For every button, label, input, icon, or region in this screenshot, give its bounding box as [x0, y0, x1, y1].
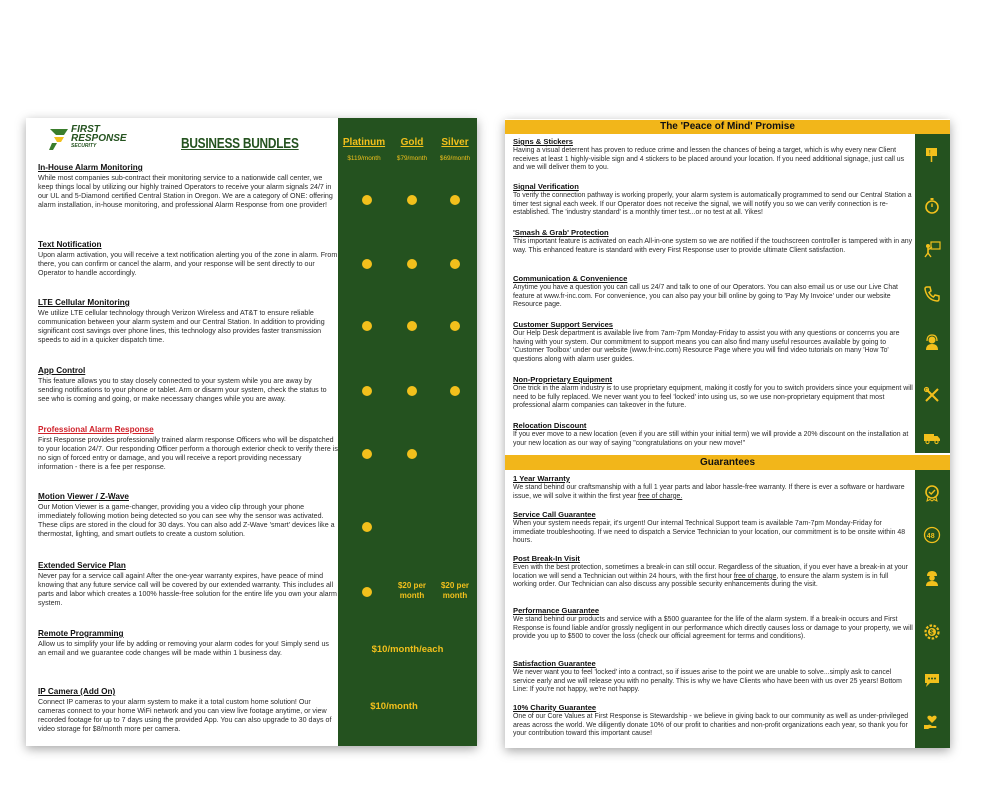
included-dot [450, 386, 460, 396]
feature-text: Allow us to simplify your life by adding or removing your alarm codes for you! Simply send us an email and we guarantee code changes will be made within 1 business day. [38, 640, 329, 658]
guarantee-1-year-warranty [513, 474, 913, 501]
guarantee-title: 1 Year Warranty [513, 474, 570, 483]
feature-alarm-response [38, 425, 338, 472]
guarantee-service-call [513, 510, 913, 546]
guarantee-text: Even with the best protection, sometimes a break-in can still occur. Regardless of the situation, if you ever have a break-in at your location we will send a Technician out within 24 hours, with the first hour free of charge, to ensure the alarm system is in full working order. Our Technician can also discuss any possible security enhancements during the visit. [513, 564, 908, 589]
feature-lte-cellular [38, 298, 338, 345]
promise-smash-grab [513, 228, 913, 255]
free-of-charge-link: free of charge [733, 572, 777, 580]
promise-text: Anytime you have a question you can call us 24/7 and talk to one of our Operators. You can also email us or use our Live Chat feature at www.fr-inc.com. For convenience, you can also pay your bill online by going to 'Pay My Invoice' under our website Resource page. [513, 284, 898, 309]
sign-icon [923, 145, 941, 163]
tier-platinum-name: Platinum [342, 137, 386, 148]
feature-text: Our Motion Viewer is a game-changer, providing you a video clip through your phone immediately following motion being detected so you can see why the sensor was activated. These clips are stored in the cloud for 30 days. You can also add Z-Wave 'smart' devices like a thermostat, lighting, and smart outlets to create a custom solution. [38, 503, 335, 539]
feature-text: Connect IP cameras to your alarm system to make it a total custom home solution! Our cameras connect to your home WiFi network and you can view live footage anytime, or view recorded footage for up to 7 days using the provided App. You can also upgrade to 30 days of video storage for $8/month more per camera. [38, 698, 332, 734]
feature-extended-service [38, 561, 338, 608]
free-of-charge-link: free of charge. [637, 492, 683, 500]
feature-title: Motion Viewer / Z-Wave [38, 492, 129, 501]
support-agent-icon [923, 333, 941, 351]
feature-remote-programming [38, 629, 338, 658]
guarantee-title: Post Break-In Visit [513, 554, 580, 563]
guarantee-text: We stand behind our products and service with a $500 guarantee for the life of the alarm system. If a break-in occurs and First Response is found liable and/or grossly negligent in our performance which directly causes loss or damage to your property, we will provide you up to $500 to cover the loss (check our official agreement for terms and conditions). [513, 616, 913, 641]
guarantee-text: When your system needs repair, it's urgent! Our internal Technical Support team is available 7am-7pm Monday-Friday for immediate troubleshooting. If we need to dispatch a Service Technician to your location, our commitment is to be onsite within 48 hours. [513, 520, 906, 545]
feature-text-notification [38, 240, 338, 278]
truck-icon [923, 428, 941, 446]
feature-text: Upon alarm activation, you will receive a text notification alerting you of the zone in alarm. From there, you can confirm or cancel the alarm, and your response will be sent directly to our Operator to handle accordingly. [38, 251, 338, 278]
logo-line1: FIRST [71, 124, 100, 135]
business-bundles-page [26, 118, 477, 746]
feature-title: In-House Alarm Monitoring [38, 163, 143, 172]
48-hour-icon [923, 526, 941, 544]
promise-text: If you ever move to a new location (even if you are still within your initial term) we will provide a 20% discount on the installation at your new location as our way of saying "congratulations on your new move!" [513, 431, 909, 447]
guarantee-title: Service Call Guarantee [513, 510, 596, 519]
included-dot [407, 321, 417, 331]
technician-icon [923, 569, 941, 587]
included-dot [362, 321, 372, 331]
included-dot [407, 195, 417, 205]
included-dot [450, 321, 460, 331]
promise-text: This important feature is activated on each All-in-one system so we are notified if the touchscreen controller is tampered with in any way. This enhanced feature is standard with every First Response user to provide ultimate Client satisfaction. [513, 238, 913, 254]
feature-ip-camera [38, 687, 338, 734]
promise-signal-verification [513, 182, 913, 218]
promise-title: Communication & Convenience [513, 274, 628, 283]
guarantees-band: Guarantees [505, 455, 950, 470]
feature-text: We utilize LTE cellular technology through Verizon Wireless and AT&T to ensure reliable communication between your alarm system and our Central Station. In addition to providing significant cost savings over phone lines, this technology also provides faster transmission speeds to aid in a quicker dispatch time. [38, 309, 325, 345]
promise-communication [513, 274, 913, 310]
guarantee-satisfaction [513, 659, 913, 695]
included-dot [362, 386, 372, 396]
chat-bubble-icon [923, 671, 941, 689]
promise-text: Having a visual deterrent has proven to reduce crime and lessen the chances of being a target, which is why every new Client receives at least 1 highly-visible sign and 4 stickers to be placed around your location. If you need additional signage, just call us and we will deliver them to you. [513, 147, 905, 172]
feature-title: LTE Cellular Monitoring [38, 298, 130, 307]
included-dot [362, 522, 372, 532]
logo-line2: RESPONSE [71, 133, 127, 144]
promise-signs-stickers [513, 137, 913, 173]
esp-silver-price: $20 per month [440, 581, 470, 600]
feature-title: Professional Alarm Response [38, 425, 154, 434]
guarantee-title: Performance Guarantee [513, 606, 600, 615]
remote-programming-price: $10/month/each [371, 644, 444, 655]
tamper-icon [923, 240, 941, 258]
money-gear-icon [923, 623, 941, 641]
included-dot [407, 449, 417, 459]
promise-title: 'Smash & Grab' Protection [513, 228, 609, 237]
included-dot [362, 449, 372, 459]
ip-camera-price: $10/month [370, 701, 418, 712]
feature-title: App Control [38, 366, 86, 375]
guarantee-charity [513, 703, 913, 739]
included-dot [450, 195, 460, 205]
promise-title: Signs & Stickers [513, 137, 573, 146]
feature-app-control [38, 366, 338, 404]
feature-title: Remote Programming [38, 629, 124, 638]
promise-guarantees-page [505, 119, 950, 748]
included-dot [407, 386, 417, 396]
promise-title: Non-Proprietary Equipment [513, 375, 613, 384]
svg-text:48: 48 [926, 532, 935, 540]
guarantee-title: Satisfaction Guarantee [513, 659, 596, 668]
feature-text: First Response provides professionally trained alarm response Officers who will be dispatched to your location 24/7. Our responding Officer perform a thorough exterior check to verify there is no sign of forced entry or damage, and you will receive a report providing necessary information - there is a fee per response. [38, 436, 338, 472]
included-dot [362, 195, 372, 205]
included-dot [407, 259, 417, 269]
guarantee-post-break-in [513, 554, 913, 590]
feature-title: IP Camera (Add On) [38, 687, 116, 696]
tier-silver-name: Silver [441, 137, 469, 148]
logo-mark-icon [46, 127, 70, 151]
award-badge-icon [923, 484, 941, 502]
peace-of-mind-band: The 'Peace of Mind' Promise [505, 120, 950, 134]
svg-text:!: ! [929, 150, 931, 157]
guarantee-text: We stand behind our craftsmanship with a full 1 year parts and labor hassle-free warranty. If there is ever a software or hardware issue, we will solve it within the first year free of charge. [513, 484, 905, 500]
tools-icon [923, 386, 941, 404]
tier-gold-price: $79/month [396, 155, 428, 162]
promise-title: Signal Verification [513, 182, 579, 191]
feature-title: Extended Service Plan [38, 561, 126, 570]
promise-non-proprietary [513, 375, 913, 411]
promise-relocation-discount [513, 421, 913, 448]
feature-in-house-monitoring [38, 163, 338, 210]
guarantee-performance [513, 606, 913, 642]
phone-icon [923, 285, 941, 303]
tier-platinum-price: $119/month [347, 155, 381, 162]
guarantee-text: One of our Core Values at First Response is Stewardship - we believe in giving back to our community as well as under-privileged areas across the world. We diligently donate 10% of our profit to charities and non-profit organizations each year, so thank you for your contribution toward this important cause! [513, 713, 909, 738]
feature-text: While most companies sub-contract their monitoring service to a nationwide call center, we keep things local by utilizing our highly trained Operators to receive your alarm signals 24/7 in our UL and 5-Diamond certified Central Station in Oregon. We are a category of ONE: offering alarm installation, in-house monitoring, and professional Alarm Response from one provider! [38, 174, 333, 210]
promise-customer-support [513, 320, 913, 365]
icon-column-bottom [915, 470, 950, 748]
feature-motion-viewer [38, 492, 338, 539]
esp-gold-price: $20 per month [397, 581, 427, 600]
tier-gold-name: Gold [400, 137, 424, 148]
guarantee-text: We never want you to feel 'locked' into a contract, so if issues arise to the point we are unable to solve...simply ask to cancel service early and we will release you with no penalty. This is why we have Clients who have been with us over 25 years! Bottom Line: If you're not happy, we're not happy. [513, 669, 902, 694]
tier-silver-price: $69/month [439, 155, 471, 162]
feature-title: Text Notification [38, 240, 102, 249]
first-response-logo [46, 125, 146, 155]
feature-text: This feature allows you to stay closely connected to your system while you are away by sending notifications to your phone or tablet. Arm or disarm your system, check the status to see who is coming and going, or make necessary changes while you are away. [38, 377, 327, 404]
included-dot [362, 259, 372, 269]
bundles-title: BUSINESS BUNDLES [181, 136, 299, 152]
heart-hand-icon [923, 713, 941, 731]
included-dot [362, 587, 372, 597]
included-dot [450, 259, 460, 269]
guarantee-title: 10% Charity Guarantee [513, 703, 597, 712]
logo-line3: SECURITY [71, 143, 97, 149]
svg-text:$: $ [929, 629, 934, 637]
promise-text: To verify the connection pathway is working properly, your alarm system is automatically programmed to send our Central Station a timer test signal each week. If our Operator does not receive the signal, we will notify you so we can verify connection is re-established. The 'industry standard' is a monthly timer test...or no test at all. Yikes! [513, 192, 912, 217]
promise-title: Customer Support Services [513, 320, 614, 329]
feature-text: Never pay for a service call again! After the one-year warranty expires, have peace of mind knowing that any future service call will be covered by our extended warranty. This includes all parts and labor which creates a 100% hassle-free solution for the entire life you own your alarm system. [38, 572, 337, 608]
promise-title: Relocation Discount [513, 421, 587, 430]
promise-text: One trick in the alarm industry is to use proprietary equipment, making it costly for you to switch providers since your equipment will need to be fully replaced. We never want you to feel 'locked' into using us, so we use non-proprietary equipment that most professional alarm companies can takeover in the future. [513, 385, 913, 410]
promise-text: Our Help Desk department is available live from 7am-7pm Monday-Friday to assist you with any questions or concerns you are having with your system. Our commitment to support means you can also find many useful resources available by going to 'Customer Toolbox' under our website (www.fr-inc.com) Resource Page where you will find video tutorials on many 'How To' questions along with alarm user guides. [513, 330, 900, 364]
stopwatch-icon [923, 197, 941, 215]
